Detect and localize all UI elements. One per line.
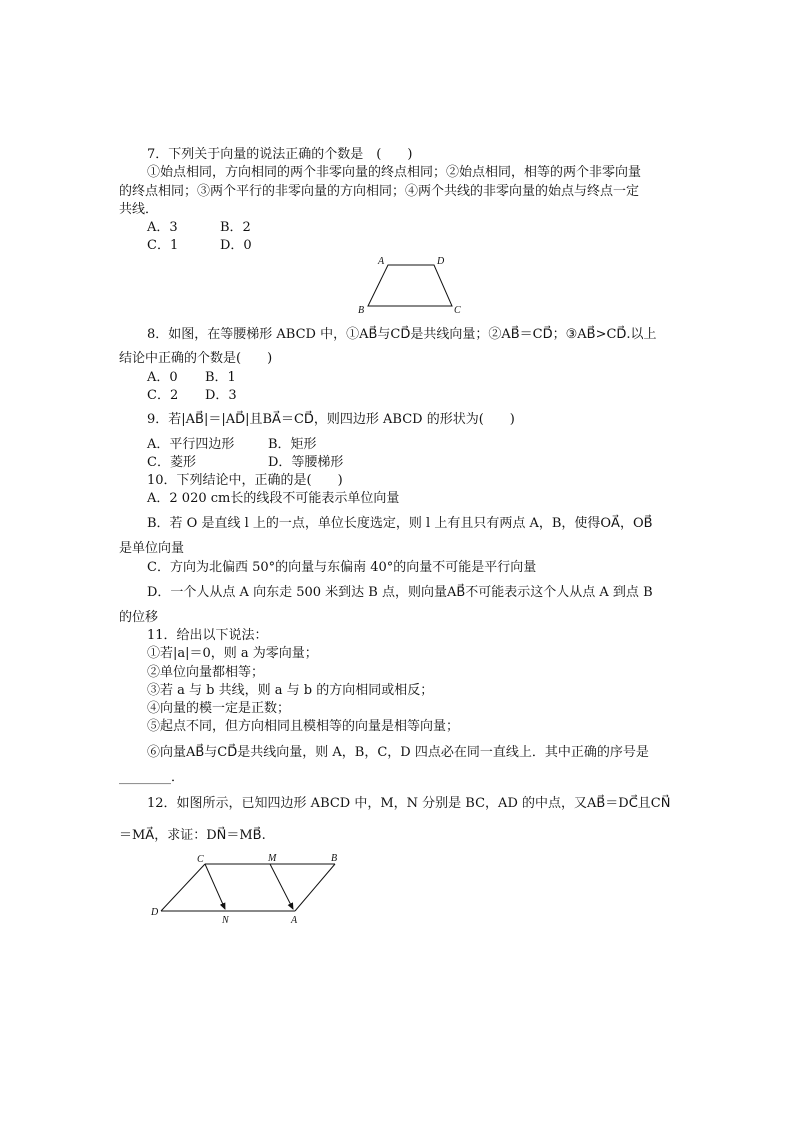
q11-statement-5: ⑤起点不同，但方向相同且模相等的向量是相等向量； [147,719,460,734]
q9-stem: 9．若|AB⃗|＝|AD⃗|且BA⃗＝CD⃗，则四边形 ABCD 的形状为( ) [147,412,515,427]
q8-option-a: A．0 [147,370,178,385]
fig2-label-m: M [268,853,277,864]
q7-text-line1: ①始点相同，方向相同的两个非零向量的终点相同；②始点相同，相等的两个非零向量 [147,165,642,180]
q10-option-a: A．2 020 cm长的线段不可能表示单位向量 [147,491,400,506]
fig2-label-a: A [291,915,298,926]
fig2-label-c: C [197,854,204,865]
trapezoid-figure [352,252,472,316]
q7-option-d: D．0 [220,238,252,253]
q12-text-line2: ＝MA⃗，求证：DN⃗＝MB⃗. [119,828,266,843]
q7-text-line2: 的终点相同；③两个平行的非零向量的方向相同；④两个共线的非零向量的始点与终点一定 [119,184,640,199]
q10-option-b-line1: B．若 O 是直线 l 上的一点，单位长度选定，则 l 上有且只有两点 A，B，使得OA⃗，OB⃗ [147,516,653,531]
q11-statement-2: ②单位向量都相等； [147,665,265,680]
fig2-label-n: N [222,915,229,926]
quadrilateral-figure [145,848,355,928]
q7-stem: 7．下列关于向量的说法正确的个数是 ( ) [147,147,413,162]
q10-stem: 10．下列结论中，正确的是( ) [147,473,343,488]
fig2-label-d: D [151,907,159,918]
q9-option-d: D．等腰梯形 [268,455,344,470]
q9-option-a: A．平行四边形 [147,437,235,452]
q11-statement-3: ③若 a 与 b 共线，则 a 与 b 的方向相同或相反； [147,683,434,698]
fig1-label-a: A [378,256,385,267]
q8-text-line2: 结论中正确的个数是( ) [119,351,273,366]
fig1-label-d: D [437,256,445,267]
fig1-label-c: C [454,305,461,316]
q8-option-b: B．1 [205,370,236,385]
q11-stem: 11．给出以下说法： [147,628,268,643]
q11-statement-4: ④向量的模一定是正数； [147,701,291,716]
q7-option-a: A．3 [147,220,178,235]
q11-answer-blank: ________． [119,770,185,785]
q12-text-line1: 12．如图所示，已知四边形 ABCD 中，M，N 分别是 BC，AD 的中点，又AB⃗＝DC⃗且CN⃗ [147,796,671,811]
q11-statement-6: ⑥向量AB⃗与CD⃗是共线向量，则 A，B，C，D 四点必在同一直线上．其中正确的序号是 [147,745,649,760]
q9-option-b: B．矩形 [268,437,317,452]
fig1-label-b: B [358,305,365,316]
q10-option-d-line2: 的位移 [119,610,159,625]
q7-option-b: B．2 [220,220,251,235]
q10-option-b-line2: 是单位向量 [119,541,185,556]
q7-option-c: C．1 [147,238,179,253]
q11-statement-1: ①若|a|＝0，则 a 为零向量； [147,646,318,661]
q8-text-line1: 8．如图，在等腰梯形 ABCD 中，①AB⃗与CD⃗是共线向量；②AB⃗＝CD⃗；③AB⃗>CD⃗.以上 [147,327,657,342]
fig2-label-b: B [331,853,338,864]
q10-option-c: C．方向为北偏西 50°的向量与东偏南 40°的向量不可能是平行向量 [147,560,537,575]
q8-option-c: C．2 [147,388,179,403]
q9-option-c: C．菱形 [147,455,196,470]
q7-text-line3: 共线． [119,202,159,217]
q10-option-d-line1: D．一个人从点 A 向东走 500 米到达 B 点，则向量AB⃗不可能表示这个人从点 A 到点 B [147,585,653,600]
q8-option-d: D．3 [205,388,237,403]
